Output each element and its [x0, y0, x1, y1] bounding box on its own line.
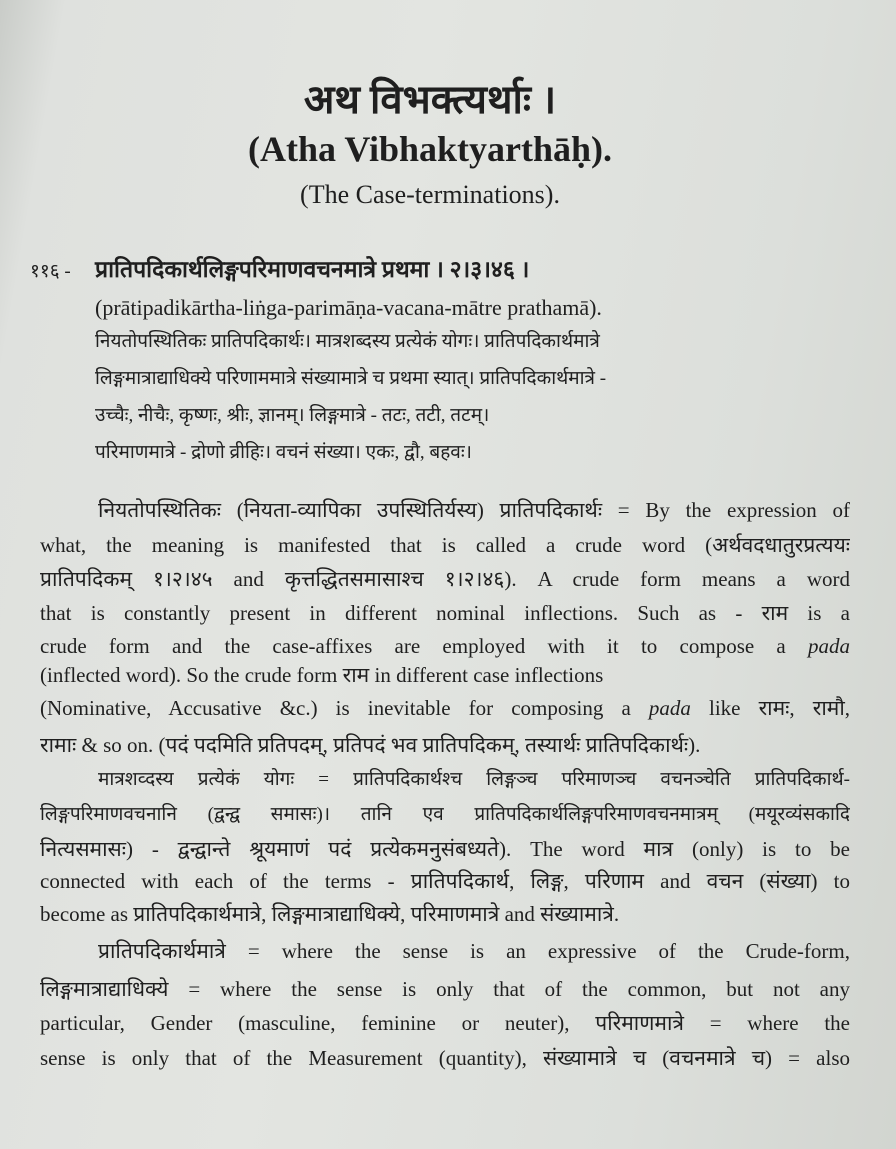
sutra-commentary-line: लिङ्गमात्राद्याधिक्ये परिणाममात्रे संख्यामात्रे च प्रथमा स्यात्। प्रातिपदिकार्थमात्रे - [95, 368, 607, 389]
sutra-commentary-line: परिमाणमात्रे - द्रोणो व्रीहिः। वचनं संख्या। एकः, द्वौ, बहवः। [95, 442, 472, 463]
text-line: रामाः & so on. (पदं पदमिति प्रतिपदम्, प्रतिपदं भव प्रातिपदिकम्, तस्यार्थः प्रातिपदिकार्थः). [40, 733, 701, 757]
text-line [40, 632, 850, 660]
sutra-commentary-line: उच्चैः, नीचैः, कृष्णः, श्रीः, ज्ञानम्। लिङ्गमात्रे - तटः, तटी, तटम्। [95, 405, 490, 426]
text-line: प्रातिपदिकम् १।२।४५ and कृत्तद्धितसमासाश्च १।२।४६). A crude form means a word [40, 567, 850, 591]
text-line: मात्रशव्दस्य प्रत्येकं योगः = प्रातिपदिकार्थश्च लिङ्गञ्च परिमाणञ्च वचनञ्चेति प्रातिपदिकार्थ- [98, 769, 850, 790]
text-line [40, 694, 850, 722]
text-line: connected with each of the terms - प्रातिपदिकार्थ, लिङ्ग, परिणाम and वचन (संख्या) to [40, 869, 850, 893]
text-line: particular, Gender (masculine, feminine or neuter), परिमाणमात्रे = where the [40, 1011, 850, 1035]
text-line: sense is only that of the Measurement (quantity), संख्यामात्रे च (वचनमात्रे च) = also [40, 1046, 850, 1070]
text-line: what, the meaning is manifested that is called a crude word (अर्थवदधातुरप्रत्ययः [40, 533, 850, 557]
text-line: that is constantly present in different nominal inflections. Such as - राम is a [40, 601, 850, 625]
text-line: नियतोपस्थितिकः (नियता-व्यापिका उपस्थितिर्यस्य) प्रातिपदिकार्थः = By the expression of [98, 498, 850, 522]
text-segment: (Nominative, Accusative &c.) is inevitable for composing a [40, 696, 631, 720]
text-line: प्रातिपदिकार्थमात्रे = where the sense is an expressive of the Crude-form, [98, 939, 850, 963]
text-line: become as प्रातिपदिकार्थमात्रे, लिङ्गमात्राद्याधिक्ये, परिमाणमात्रे and संख्यामात्रे. [40, 902, 620, 926]
chapter-heading-sanskrit: अथ विभक्त्यर्थाः । [303, 77, 557, 122]
text-line: लिङ्गमात्राद्याधिक्ये = where the sense is only that of the common, but not any [40, 977, 850, 1001]
text-segment: like रामः, रामौ, [709, 696, 850, 720]
italic-term: pada [648, 696, 691, 720]
sutra-transliteration: (prātipadikārtha-liṅga-parimāṇa-vacana-mātre prathamā). [95, 295, 602, 320]
sutra-number: ११६ - [30, 261, 71, 282]
chapter-heading-english: (The Case-terminations). [300, 180, 560, 209]
sutra-commentary-line: नियतोपस्थितिकः प्रातिपदिकार्थः। मात्रशब्दस्य प्रत्येकं योगः। प्रातिपदिकार्थमात्रे [95, 331, 600, 352]
chapter-heading-transliteration: (Atha Vibhaktyarthāḥ). [247, 129, 613, 169]
sutra-text: प्रातिपदिकार्थलिङ्गपरिमाणवचनमात्रे प्रथमा । २।३।४६ । [95, 257, 530, 282]
text-line: लिङ्गपरिमाणवचनानि (द्वन्द्व समासः)। तानि एव प्रातिपदिकार्थलिङ्गपरिमाणवचनमात्रम् (मयूरव्यंसकादि [40, 804, 850, 825]
text-segment: crude form and the case-affixes are employed with it to compose a [40, 634, 786, 658]
text-line: नित्यसमासः) - द्वन्द्वान्ते श्रूयमाणं पदं प्रत्येकमनुसंबध्यते). The word मात्र (only) is to be [40, 837, 850, 861]
italic-term: pada [808, 634, 850, 658]
text-line: (inflected word). So the crude form राम in different case inflections [40, 663, 604, 687]
